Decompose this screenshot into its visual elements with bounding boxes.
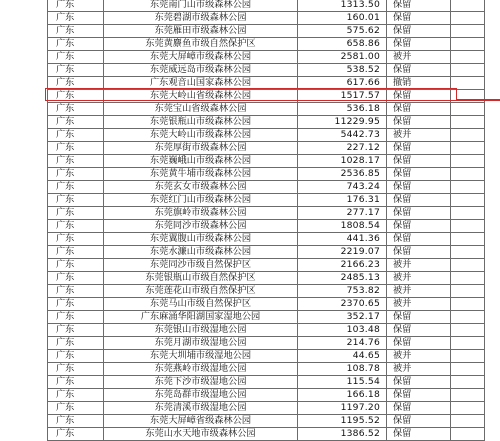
table-row: [48, 207, 485, 220]
area-name-cell: 东莞岛群市级湿地公园: [104, 389, 298, 402]
province-cell: 广东: [48, 207, 104, 220]
area-value-cell: 536.18: [298, 103, 387, 116]
area-value-cell: 108.78: [298, 363, 387, 376]
empty-cell: [451, 220, 485, 233]
protected-area-table: [47, 0, 485, 441]
area-name-cell: 东莞宝山省级森林公园: [104, 103, 298, 116]
area-value-cell: 2581.00: [298, 51, 387, 64]
empty-cell: [451, 337, 485, 350]
province-cell: 广东: [48, 311, 104, 324]
table-row: [48, 298, 485, 311]
area-value-cell: 166.18: [298, 389, 387, 402]
table-row: [48, 116, 485, 129]
area-value-cell: 617.66: [298, 77, 387, 90]
status-cell: 保留: [387, 12, 451, 25]
table-row: [48, 350, 485, 363]
status-cell: 保留: [387, 220, 451, 233]
status-cell: 保留: [387, 64, 451, 77]
empty-cell: [451, 298, 485, 311]
area-name-cell: 东莞清溪市级湿地公园: [104, 402, 298, 415]
area-name-cell: 东莞银山市级湿地公园: [104, 324, 298, 337]
status-cell: 保留: [387, 233, 451, 246]
status-cell: 保留: [387, 194, 451, 207]
province-cell: 广东: [48, 64, 104, 77]
province-cell: 广东: [48, 415, 104, 428]
table-row: [48, 129, 485, 142]
table-row: [48, 77, 485, 90]
area-value-cell: 160.01: [298, 12, 387, 25]
status-cell: 被并: [387, 259, 451, 272]
area-name-cell: 东莞山水天地市级森林公园: [104, 428, 298, 441]
status-cell: 被并: [387, 363, 451, 376]
area-value-cell: 1028.17: [298, 155, 387, 168]
area-name-cell: 东莞巍峨山市级森林公园: [104, 155, 298, 168]
area-name-cell: 东莞厚街市级森林公园: [104, 142, 298, 155]
province-cell: 广东: [48, 90, 104, 103]
province-cell: 广东: [48, 77, 104, 90]
table-row: [48, 259, 485, 272]
area-name-cell: 东莞红门山市级森林公园: [104, 194, 298, 207]
area-name-cell: 东莞南门山市级森林公园: [104, 0, 298, 12]
area-name-cell: 东莞燕岭市级湿地公园: [104, 363, 298, 376]
province-cell: 广东: [48, 0, 104, 12]
province-cell: 广东: [48, 389, 104, 402]
table-row: [48, 272, 485, 285]
area-value-cell: 277.17: [298, 207, 387, 220]
province-cell: 广东: [48, 181, 104, 194]
table-row: [48, 0, 485, 12]
area-value-cell: 1313.50: [298, 0, 387, 12]
area-value-cell: 176.31: [298, 194, 387, 207]
area-value-cell: 1197.20: [298, 402, 387, 415]
area-value-cell: 2485.13: [298, 272, 387, 285]
area-name-cell: 东莞黄麖鱼市级自然保护区: [104, 38, 298, 51]
area-name-cell: 东莞月湖市级湿地公园: [104, 337, 298, 350]
province-cell: 广东: [48, 51, 104, 64]
empty-cell: [451, 376, 485, 389]
area-value-cell: 1195.52: [298, 415, 387, 428]
table-row: [48, 363, 485, 376]
status-cell: 保留: [387, 168, 451, 181]
area-name-cell: 广东观音山国家森林公园: [104, 77, 298, 90]
province-cell: 广东: [48, 142, 104, 155]
empty-cell: [451, 25, 485, 38]
area-value-cell: 11229.95: [298, 116, 387, 129]
table-row: [48, 12, 485, 25]
area-value-cell: 2219.07: [298, 246, 387, 259]
area-name-cell: 东莞大圳埔市级湿地公园: [104, 350, 298, 363]
empty-cell: [451, 324, 485, 337]
empty-cell: [451, 428, 485, 441]
area-name-cell: 东莞雁田市级森林公园: [104, 25, 298, 38]
area-value-cell: 214.76: [298, 337, 387, 350]
area-name-cell: 东莞大屏嶂省级森林公园: [104, 415, 298, 428]
table-row: [48, 25, 485, 38]
table-row: [48, 233, 485, 246]
province-cell: 广东: [48, 337, 104, 350]
status-cell: 保留: [387, 415, 451, 428]
area-value-cell: 1386.52: [298, 428, 387, 441]
area-value-cell: 753.82: [298, 285, 387, 298]
table-row: [48, 285, 485, 298]
area-value-cell: 743.24: [298, 181, 387, 194]
table-row: [48, 428, 485, 441]
province-cell: 广东: [48, 363, 104, 376]
area-name-cell: 东莞银瓶山市级自然保护区: [104, 272, 298, 285]
empty-cell: [451, 259, 485, 272]
table-row: [48, 168, 485, 181]
empty-cell: [451, 90, 485, 103]
empty-cell: [451, 181, 485, 194]
empty-cell: [451, 168, 485, 181]
empty-cell: [451, 363, 485, 376]
empty-cell: [451, 142, 485, 155]
area-name-cell: 东莞水濂山市级森林公园: [104, 246, 298, 259]
table-body: [48, 0, 485, 441]
table-row: [48, 194, 485, 207]
status-cell: 保留: [387, 246, 451, 259]
empty-cell: [451, 285, 485, 298]
area-name-cell: 东莞马山市级自然保护区: [104, 298, 298, 311]
area-value-cell: 115.54: [298, 376, 387, 389]
area-name-cell: 东莞莲花山市级自然保护区: [104, 285, 298, 298]
province-cell: 广东: [48, 350, 104, 363]
empty-cell: [451, 64, 485, 77]
empty-cell: [451, 116, 485, 129]
empty-cell: [451, 155, 485, 168]
empty-cell: [451, 311, 485, 324]
area-name-cell: 广东麻涌华阳湖国家湿地公园: [104, 311, 298, 324]
area-name-cell: 东莞威远岛市级森林公园: [104, 64, 298, 77]
status-cell: 被并: [387, 350, 451, 363]
area-name-cell: 东莞同沙市级森林公园: [104, 220, 298, 233]
status-cell: 保留: [387, 402, 451, 415]
area-name-cell: 东莞大屏嶂市级森林公园: [104, 51, 298, 64]
area-name-cell: 东莞大岭山省级森林公园: [104, 90, 298, 103]
area-name-cell: 东莞下沙市级湿地公园: [104, 376, 298, 389]
table-row: [48, 376, 485, 389]
area-value-cell: 575.62: [298, 25, 387, 38]
status-cell: 保留: [387, 25, 451, 38]
table-row: [48, 324, 485, 337]
table-row: [48, 337, 485, 350]
province-cell: 广东: [48, 38, 104, 51]
table-row: [48, 415, 485, 428]
province-cell: 广东: [48, 12, 104, 25]
area-value-cell: 2370.65: [298, 298, 387, 311]
province-cell: 广东: [48, 376, 104, 389]
area-value-cell: 103.48: [298, 324, 387, 337]
status-cell: 被并: [387, 272, 451, 285]
empty-cell: [451, 38, 485, 51]
empty-cell: [451, 194, 485, 207]
status-cell: 被并: [387, 51, 451, 64]
area-value-cell: 44.65: [298, 350, 387, 363]
area-value-cell: 658.86: [298, 38, 387, 51]
empty-cell: [451, 389, 485, 402]
status-cell: 保留: [387, 103, 451, 116]
empty-cell: [451, 272, 485, 285]
status-cell: 保留: [387, 311, 451, 324]
empty-cell: [451, 103, 485, 116]
area-name-cell: 东莞黄牛埔市级森林公园: [104, 168, 298, 181]
area-name-cell: 东莞碧湖市级森林公园: [104, 12, 298, 25]
table-row: [48, 38, 485, 51]
area-name-cell: 东莞同沙市级自然保护区: [104, 259, 298, 272]
area-name-cell: 东莞玄女市级森林公园: [104, 181, 298, 194]
province-cell: 广东: [48, 402, 104, 415]
table-row: [48, 155, 485, 168]
status-cell: 保留: [387, 116, 451, 129]
area-value-cell: 1517.57: [298, 90, 387, 103]
area-value-cell: 1808.54: [298, 220, 387, 233]
status-cell: 被并: [387, 298, 451, 311]
table-row: [48, 220, 485, 233]
empty-cell: [451, 246, 485, 259]
area-name-cell: 东莞大岭山市级森林公园: [104, 129, 298, 142]
table-row: [48, 142, 485, 155]
area-value-cell: 2166.23: [298, 259, 387, 272]
empty-cell: [451, 402, 485, 415]
area-value-cell: 2536.85: [298, 168, 387, 181]
province-cell: 广东: [48, 285, 104, 298]
province-cell: 广东: [48, 129, 104, 142]
province-cell: 广东: [48, 155, 104, 168]
empty-cell: [451, 51, 485, 64]
province-cell: 广东: [48, 272, 104, 285]
empty-cell: [451, 129, 485, 142]
status-cell: 保留: [387, 0, 451, 12]
province-cell: 广东: [48, 324, 104, 337]
table-row: [48, 181, 485, 194]
status-cell: 保留: [387, 389, 451, 402]
area-value-cell: 5442.73: [298, 129, 387, 142]
status-cell: 保留: [387, 181, 451, 194]
area-name-cell: 东莞翼腹山市级森林公园: [104, 233, 298, 246]
table-row: [48, 103, 485, 116]
empty-cell: [451, 0, 485, 12]
status-cell: 保留: [387, 142, 451, 155]
status-cell: 保留: [387, 337, 451, 350]
province-cell: 广东: [48, 168, 104, 181]
status-cell: 被并: [387, 129, 451, 142]
province-cell: 广东: [48, 246, 104, 259]
table-row: [48, 402, 485, 415]
status-cell: 撤销: [387, 77, 451, 90]
area-value-cell: 441.36: [298, 233, 387, 246]
province-cell: 广东: [48, 25, 104, 38]
empty-cell: [451, 77, 485, 90]
province-cell: 广东: [48, 103, 104, 116]
highlight-connector-line: [457, 99, 500, 101]
table-row: [48, 389, 485, 402]
status-cell: 被并: [387, 285, 451, 298]
status-cell: 保留: [387, 428, 451, 441]
area-value-cell: 352.17: [298, 311, 387, 324]
province-cell: 广东: [48, 194, 104, 207]
status-cell: 保留: [387, 376, 451, 389]
area-name-cell: 东莞银瓶山市级森林公园: [104, 116, 298, 129]
empty-cell: [451, 207, 485, 220]
empty-cell: [451, 12, 485, 25]
empty-cell: [451, 233, 485, 246]
area-name-cell: 东莞旗岭市级森林公园: [104, 207, 298, 220]
province-cell: 广东: [48, 298, 104, 311]
area-value-cell: 538.52: [298, 64, 387, 77]
table-row: [48, 64, 485, 77]
province-cell: 广东: [48, 259, 104, 272]
table-row: [48, 90, 485, 103]
status-cell: 保留: [387, 90, 451, 103]
province-cell: 广东: [48, 233, 104, 246]
status-cell: 保留: [387, 207, 451, 220]
empty-cell: [451, 415, 485, 428]
status-cell: 保留: [387, 324, 451, 337]
province-cell: 广东: [48, 220, 104, 233]
area-value-cell: 227.12: [298, 142, 387, 155]
status-cell: 保留: [387, 155, 451, 168]
empty-cell: [451, 350, 485, 363]
table-row: [48, 51, 485, 64]
province-cell: 广东: [48, 428, 104, 441]
province-cell: 广东: [48, 116, 104, 129]
table-row: [48, 311, 485, 324]
status-cell: 保留: [387, 38, 451, 51]
table-row: [48, 246, 485, 259]
